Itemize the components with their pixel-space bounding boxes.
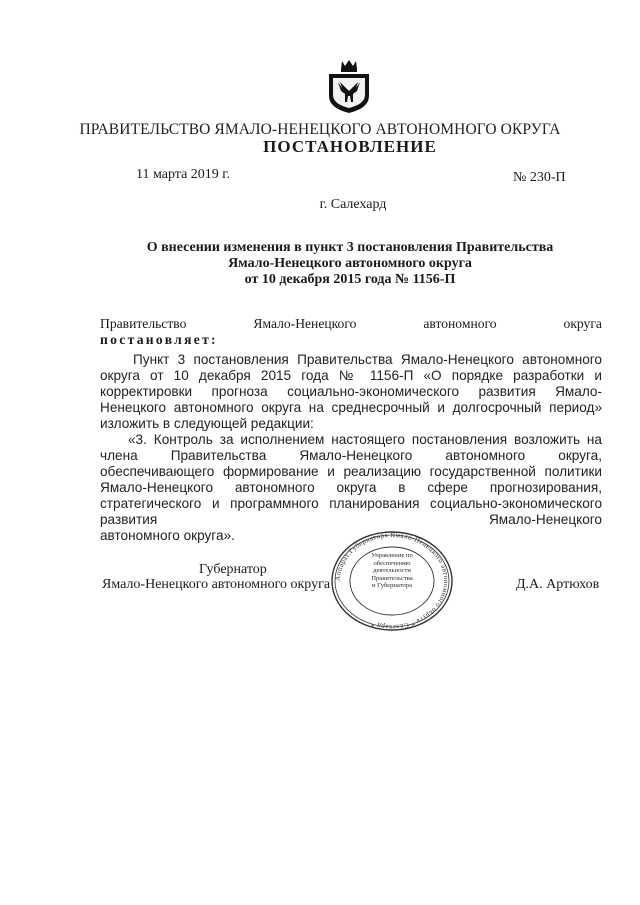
organization-name: ПРАВИТЕЛЬСТВО ЯМАЛО-НЕНЕЦКОГО АВТОНОМНОГО ОКРУГА bbox=[79, 121, 561, 138]
document-title bbox=[0, 240, 640, 288]
stamp-line: деятельности bbox=[373, 567, 411, 575]
signatory-title: Губернатор bbox=[199, 562, 267, 577]
document-number: № 230-П bbox=[513, 170, 566, 185]
stamp-text bbox=[363, 552, 421, 590]
title-line: Ямало-Ненецкого автономного округа bbox=[228, 256, 472, 271]
stamp-line: Правительства bbox=[371, 574, 413, 582]
document-type: ПОСТАНОВЛЕНИЕ bbox=[263, 137, 437, 156]
preamble-word: Правительство bbox=[100, 316, 187, 331]
preamble-word: Ямало-Ненецкого bbox=[253, 316, 357, 331]
document-city: г. Салехард bbox=[319, 197, 387, 212]
signatory-name: Д.А. Артюхов bbox=[516, 577, 600, 592]
svg-text:Аппарат Губернатора Ямало-Нене: Аппарат Губернатора Ямало-Ненецкого автономного округа * Салехард * bbox=[333, 530, 451, 632]
signatory-region: Ямало-Ненецкого автономного округа bbox=[102, 577, 331, 592]
title-line: О внесении изменения в пункт 3 постановления Правительства bbox=[146, 240, 554, 255]
document-body bbox=[100, 352, 602, 544]
preamble-row bbox=[100, 316, 602, 332]
title-line: от 10 декабря 2015 года № 1156-П bbox=[244, 272, 456, 287]
preamble-word: автономного bbox=[423, 316, 497, 331]
body-paragraph: «3. Контроль за исполнением настоящего постановления возложить на члена Правительства Ямало-Ненецкого автономного округа, обеспечивающего формирование и реализацию государственной политики Ямало-Ненецкого автономного округа в сфере прогнозирования, стратегического и программного планирования социально-экономического развития Ямало-Ненецкого bbox=[100, 432, 602, 527]
preamble bbox=[100, 316, 602, 348]
stamp-line: Управление по bbox=[371, 552, 413, 559]
official-stamp bbox=[329, 530, 455, 632]
body-paragraph-end: автономного округа». bbox=[100, 528, 235, 543]
stamp-line: и Губернатора bbox=[371, 582, 413, 590]
body-paragraph: Пункт 3 постановления Правительства Ямало-Ненецкого автономного округа от 10 декабря 2015 года № 1156-П «О порядке разработки и корректировки прогноза социально-экономического развития Ямало-Ненецкого автономного округа на среднесрочный и долгосрочный период» изложить в следующей редакции: bbox=[100, 352, 602, 431]
decree-word: постановляет: bbox=[100, 332, 218, 347]
document-date: 11 марта 2019 г. bbox=[136, 167, 230, 182]
preamble-word: округа bbox=[563, 316, 602, 331]
coat-of-arms-icon bbox=[326, 58, 372, 114]
stamp-line: обеспечению bbox=[373, 559, 411, 567]
